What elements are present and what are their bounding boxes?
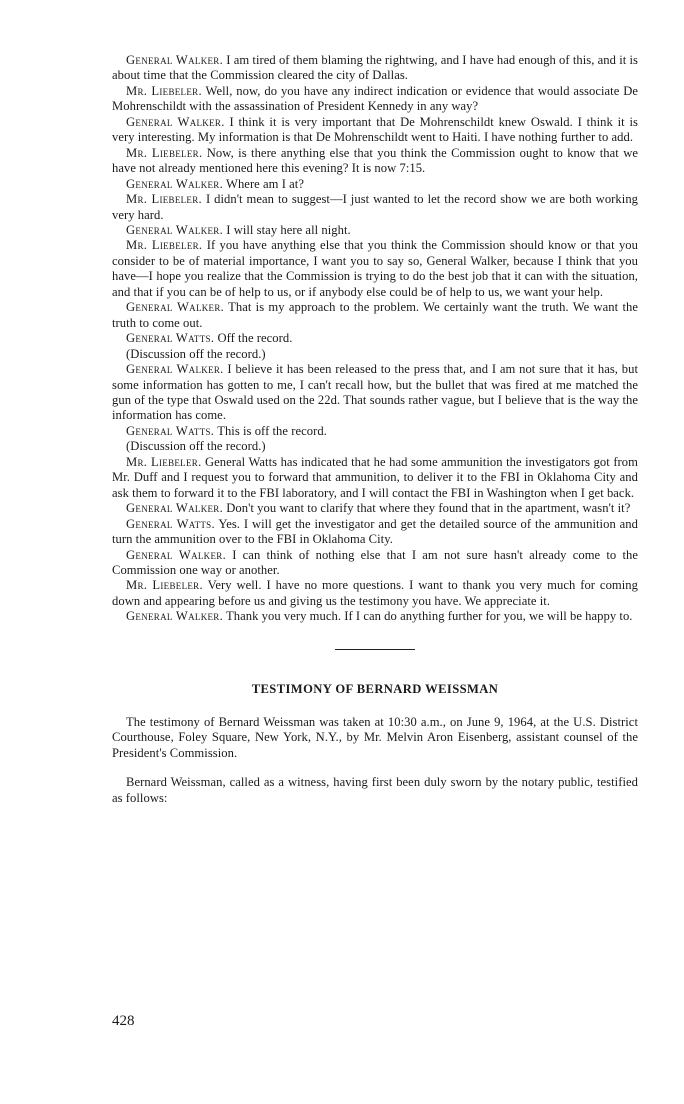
speaker: Mr. Liebeler. (126, 578, 203, 593)
exchange-paragraph (112, 238, 638, 300)
statement: Very well. I have no more questions. I want to thank you very much for coming down and appearing before us and giving us the testimony you have. We appreciate it. (112, 578, 639, 608)
statement: This is off the record. (214, 423, 327, 438)
statement: Where am I at? (223, 176, 304, 191)
speaker: Mr. Liebeler. (126, 238, 203, 253)
document-page (112, 53, 638, 806)
statement: Well, now, do you have any indirect indication or evidence that would associate De Mohrenschildt with the assassination of President Kennedy in any way? (112, 83, 638, 114)
speaker: Mr. Liebeler. (126, 454, 202, 469)
exchange-paragraph (112, 424, 638, 439)
exchange-paragraph (112, 578, 638, 609)
section-heading: TESTIMONY OF BERNARD WEISSMAN (251, 681, 499, 696)
exchange-paragraph (112, 548, 638, 579)
exchange-paragraph (112, 192, 638, 223)
exchange-paragraph (112, 146, 638, 177)
statement: Don't you want to clarify that where they found that in the apartment, wasn't it? (223, 501, 631, 516)
statement: I believe it has been released to the press that, and I am not sure that it has, but some information has gotten to me, I can't recall how, but the bullet that was fired at me matched the gun of the type that Oswald used on the 22d. That sounds rather vague, but I believe that is the way the information has come. (112, 362, 639, 423)
statement: General Watts has indicated that he had some ammunition the investigators got from Mr. Duff and I request you to forward that ammunition, to deliver it to the FBI in Oklahoma City and ask them to forward it to the FBI laboratory, and I will contact the FBI in Washington when I get back. (112, 454, 638, 500)
exchange-paragraph (112, 609, 638, 624)
exchange-paragraph (112, 115, 638, 146)
statement: I think it is very important that De Mohrenschildt knew Oswald. I think it is very interesting. My information is that De Mohrenschildt went to Haiti. I have nothing further to add. (112, 114, 639, 145)
exchange-paragraph (112, 300, 638, 331)
speaker: Mr. Liebeler. (126, 83, 202, 98)
testimony-transcript (112, 53, 638, 625)
statement: Yes. I will get the investigator and get the detailed source of the ammunition and turn the ammunition over to the FBI in Oklahoma City. (112, 516, 638, 547)
statement: (Discussion off the record.) (126, 346, 266, 361)
speaker: General Walker. (126, 501, 224, 516)
speaker: Mr. Liebeler. (126, 145, 203, 160)
statement: That is my approach to the problem. We certainly want the truth. We want the truth to come out. (112, 300, 638, 330)
exchange-paragraph (112, 53, 638, 84)
statement: (Discussion off the record.) (126, 439, 266, 454)
page-number: 428 (112, 1013, 135, 1029)
section-divider (335, 649, 415, 650)
speaker: General Watts. (126, 423, 215, 438)
exchange-paragraph (112, 517, 638, 548)
statement: Thank you very much. If I can do anything further for you, we will be happy to. (223, 609, 633, 624)
statement: I will stay here all night. (223, 222, 351, 237)
speaker: General Walker. (126, 114, 225, 129)
speaker: General Watts. (126, 516, 215, 531)
exchange-paragraph (112, 362, 638, 424)
speaker: General Walker. (126, 222, 224, 237)
statement: Now, is there anything else that you think the Commission ought to know that we have not already mentioned here this evening? It is now 7:15. (112, 145, 639, 176)
sworn-statement: Bernard Weissman, called as a witness, having first been duly sworn by the notary public, testified as follows: (112, 775, 638, 805)
statement: If you have anything else that you think the Commission should know or that you consider to be of material importance, I want you to say so, General Walker, because I think that you have—I hope you realize that the Commission is trying to do the best job that it can with the situation, and that if you can be of help to us, or if anybody else could be of help to us, we want your help. (112, 238, 638, 299)
testimony-intro: The testimony of Bernard Weissman was taken at 10:30 a.m., on June 9, 1964, at the U.S. District Courthouse, Foley Square, New York, N.Y., by Mr. Melvin Aron Eisenberg, assistant counsel of the President's Commission. (112, 714, 638, 760)
speaker: General Walker. (126, 176, 224, 191)
speaker: Mr. Liebeler. (126, 192, 202, 207)
statement: I can think of nothing else that I am not sure hasn't already come to the Commission one way or another. (112, 547, 638, 577)
exchange-paragraph (112, 331, 638, 346)
speaker: General Watts. (126, 331, 215, 346)
speaker: General Walker. (126, 609, 224, 624)
statement: I didn't mean to suggest—I just wanted to let the record show we are both working very hard. (112, 192, 639, 222)
exchange-paragraph (112, 84, 638, 115)
exchange-paragraph (112, 501, 638, 516)
exchange-paragraph (112, 455, 638, 501)
speaker: General Walker. (126, 53, 224, 67)
exchange-paragraph (112, 223, 638, 238)
statement: I am tired of them blaming the rightwing, and I have had enough of this, and it is about time that the Commission cleared the city of Dallas. (112, 53, 638, 83)
speaker: General Walker. (126, 547, 227, 562)
speaker: General Walker. (126, 300, 225, 315)
exchange-paragraph (112, 177, 638, 192)
off-record-note (112, 439, 638, 454)
off-record-note (112, 347, 638, 362)
statement: Off the record. (214, 331, 293, 346)
speaker: General Walker. (126, 362, 224, 377)
